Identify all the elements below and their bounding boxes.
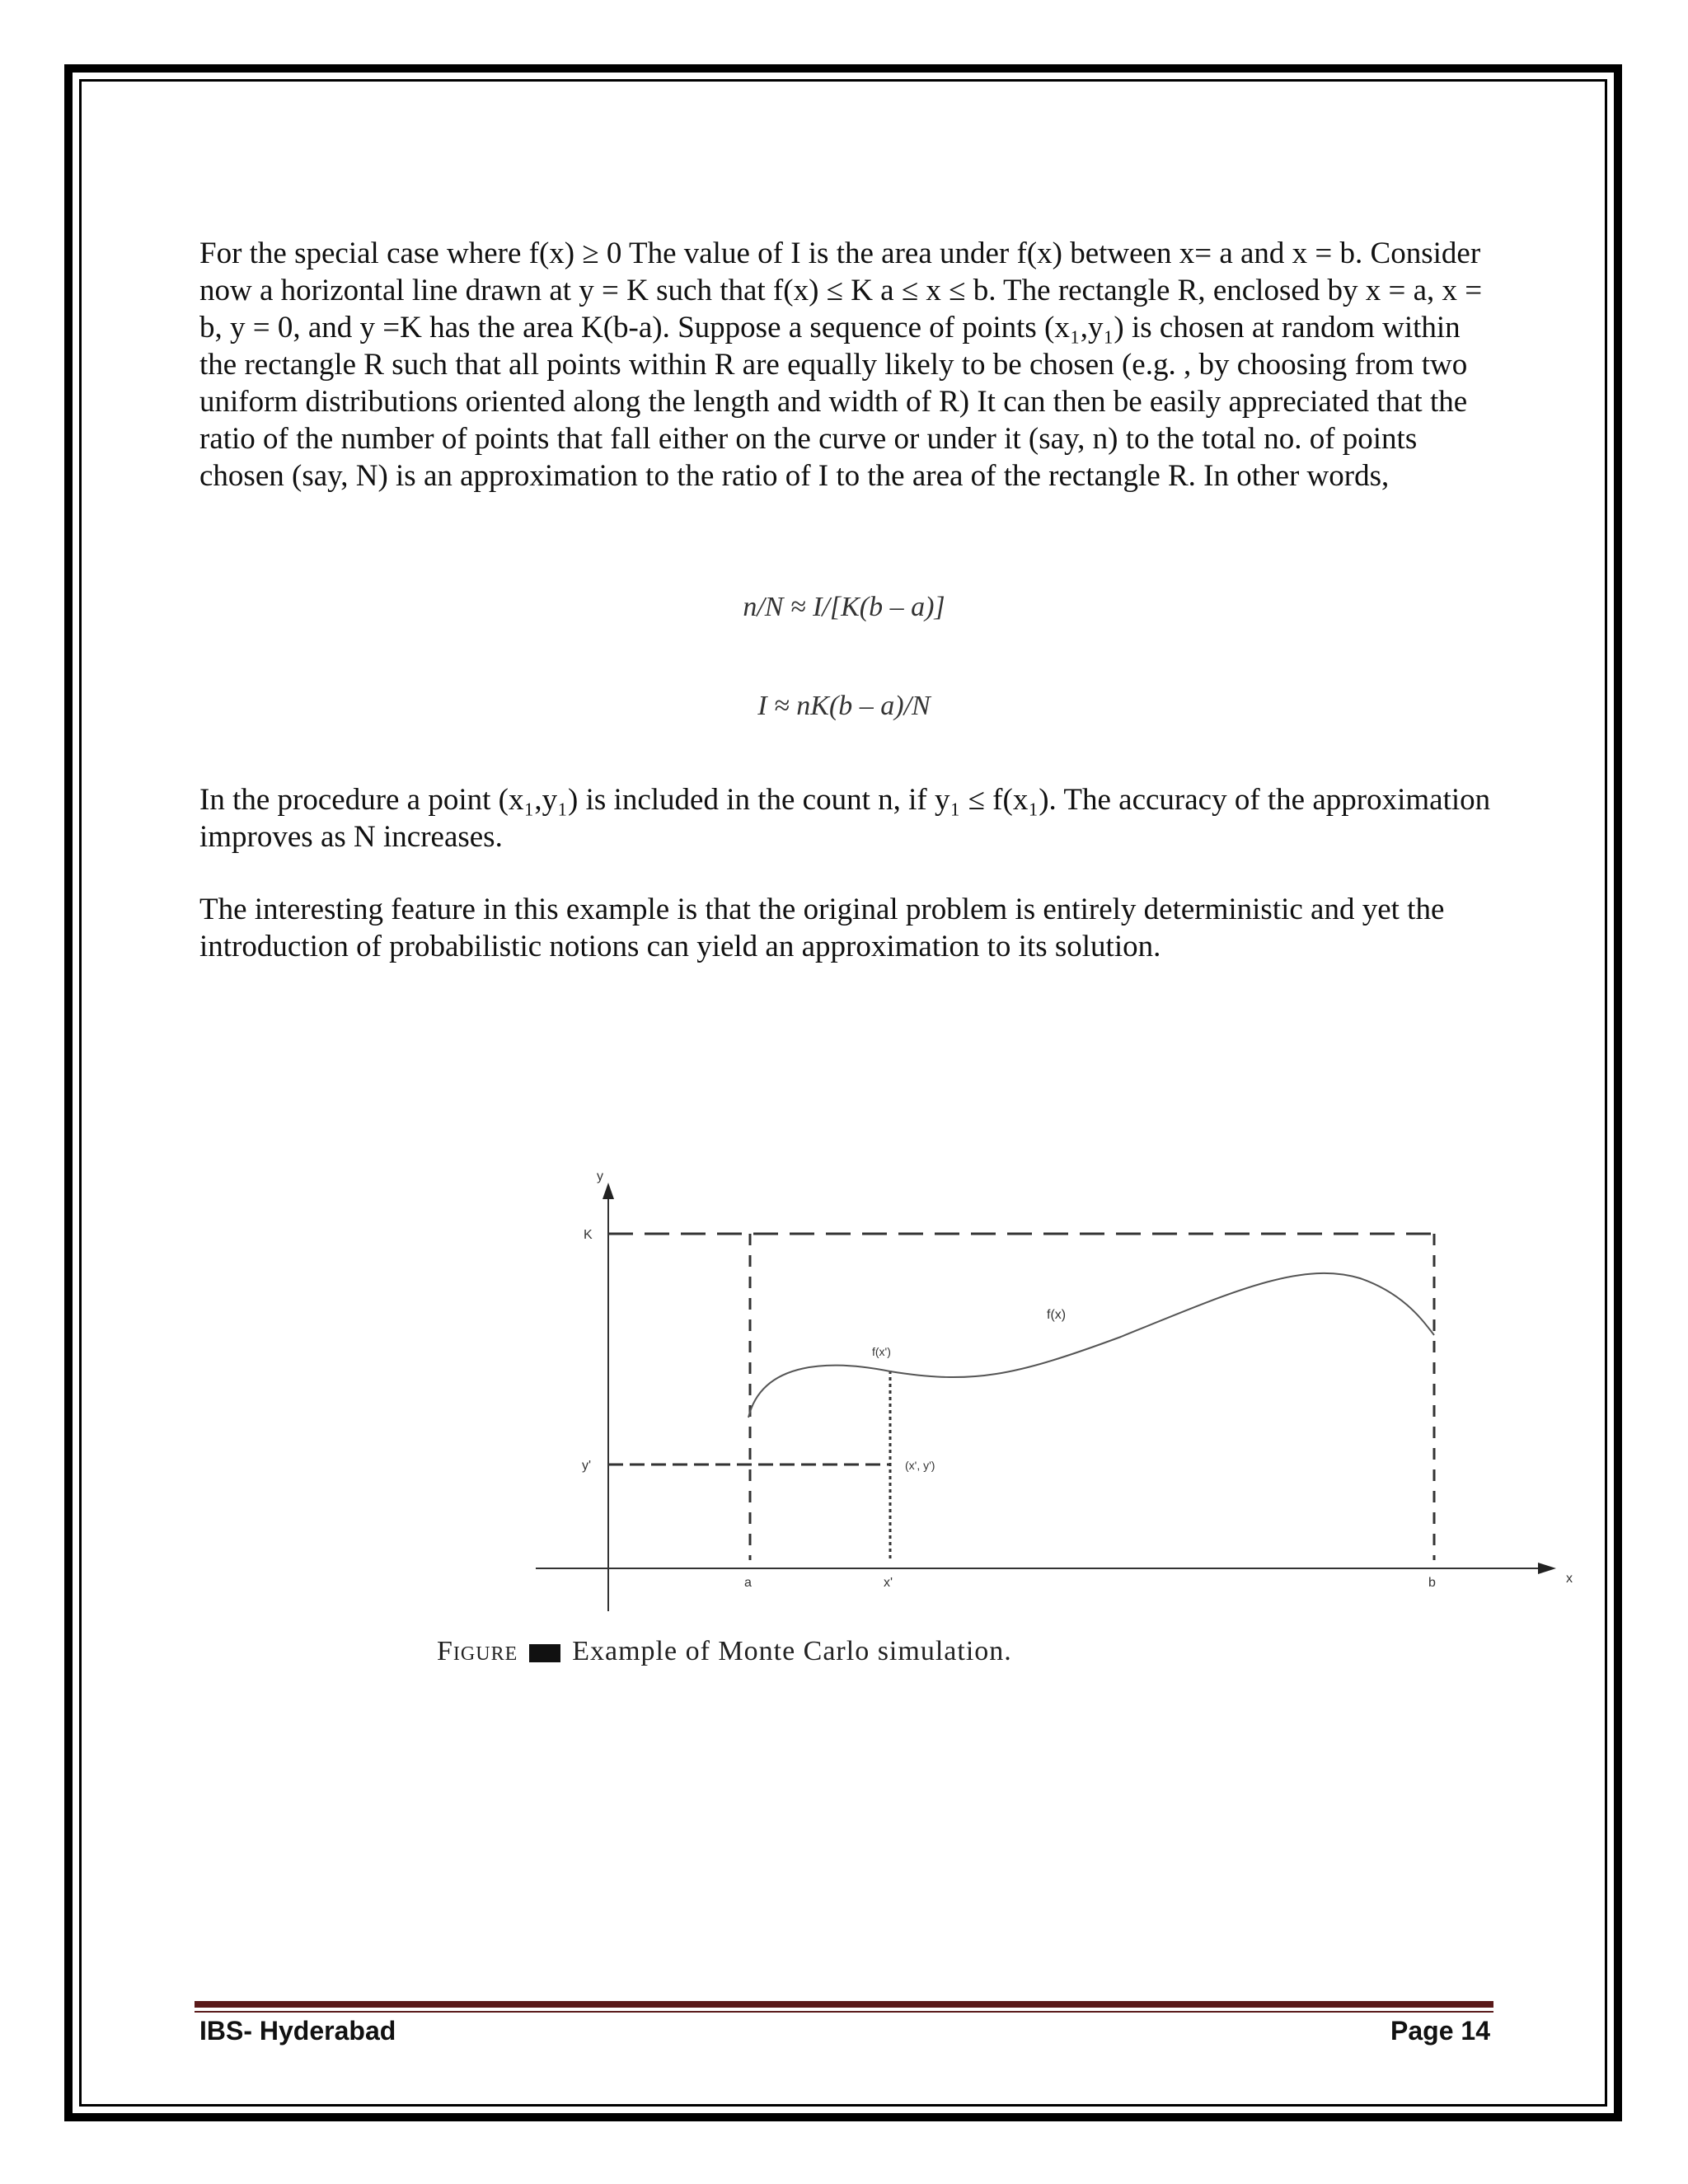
b-label: b (1428, 1576, 1436, 1590)
y-axis-label: y (597, 1169, 603, 1183)
monte-carlo-figure (528, 1158, 1582, 1644)
equation-ratio: n/N ≈ I/[K(b – a)] (743, 592, 945, 622)
a-label: a (744, 1576, 752, 1590)
footer-rule-thick (195, 2001, 1493, 2008)
fx-prime-label: f(x') (872, 1345, 891, 1358)
equation-estimate: I ≈ nK(b – a)/N (757, 691, 931, 721)
x-prime-label: x' (884, 1576, 893, 1590)
fx-curve (748, 1273, 1434, 1418)
footer-rule-thin (195, 2011, 1493, 2013)
paragraph-area-definition: For the special case where f(x) ≥ 0 The value of I is the area under f(x) between x= a and x = b. Consider now a horizontal line drawn at y = K such that f(x) ≤ K a ≤ x ≤ b. The rectangle R, enclosed by x = a, x = b, y = 0, and y =K has the area K(b-a). Suppose a sequence of points (x₁,y₁) is chosen at random within the rectangle R such that all points within R are equally likely to be chosen (e.g. , by choosing from two uniform distributions oriented along the length and width of R) It can then be easily appreciated that the ratio of the number of points that fall either on the curve or under it (say, n) to the total no. of points chosen (say, N) is an approximation to the ratio of I to the area of the rectangle R. In other words, (199, 237, 1483, 493)
caption-figure-word: Figure (437, 1636, 518, 1666)
x-axis-arrow (1538, 1563, 1556, 1574)
paragraph-procedure: In the procedure a point (x₁,y₁) is included in the count n, if y₁ ≤ f(x₁). The accuracy of the approximation improves as N increases. (199, 783, 1491, 854)
footer-institution: IBS- Hyderabad (199, 2016, 396, 2046)
y-axis-arrow (603, 1183, 614, 1199)
figure-caption (437, 1636, 1012, 1667)
paragraph-interesting-feature: The interesting feature in this example is that the original problem is entirely deterministic and yet the introduction of probabilistic notions can yield an approximation to its solution. (199, 893, 1445, 963)
fx-label: f(x) (1047, 1308, 1067, 1322)
footer-page-number: Page 14 (1390, 2016, 1490, 2046)
x-axis-label: x (1566, 1572, 1573, 1586)
caption-text: Example of Monte Carlo simulation. (572, 1636, 1012, 1666)
y-prime-label: y' (582, 1459, 592, 1473)
k-label: K (584, 1228, 593, 1242)
point-label: (x', y') (905, 1459, 935, 1472)
caption-figure-number-box (529, 1644, 560, 1662)
